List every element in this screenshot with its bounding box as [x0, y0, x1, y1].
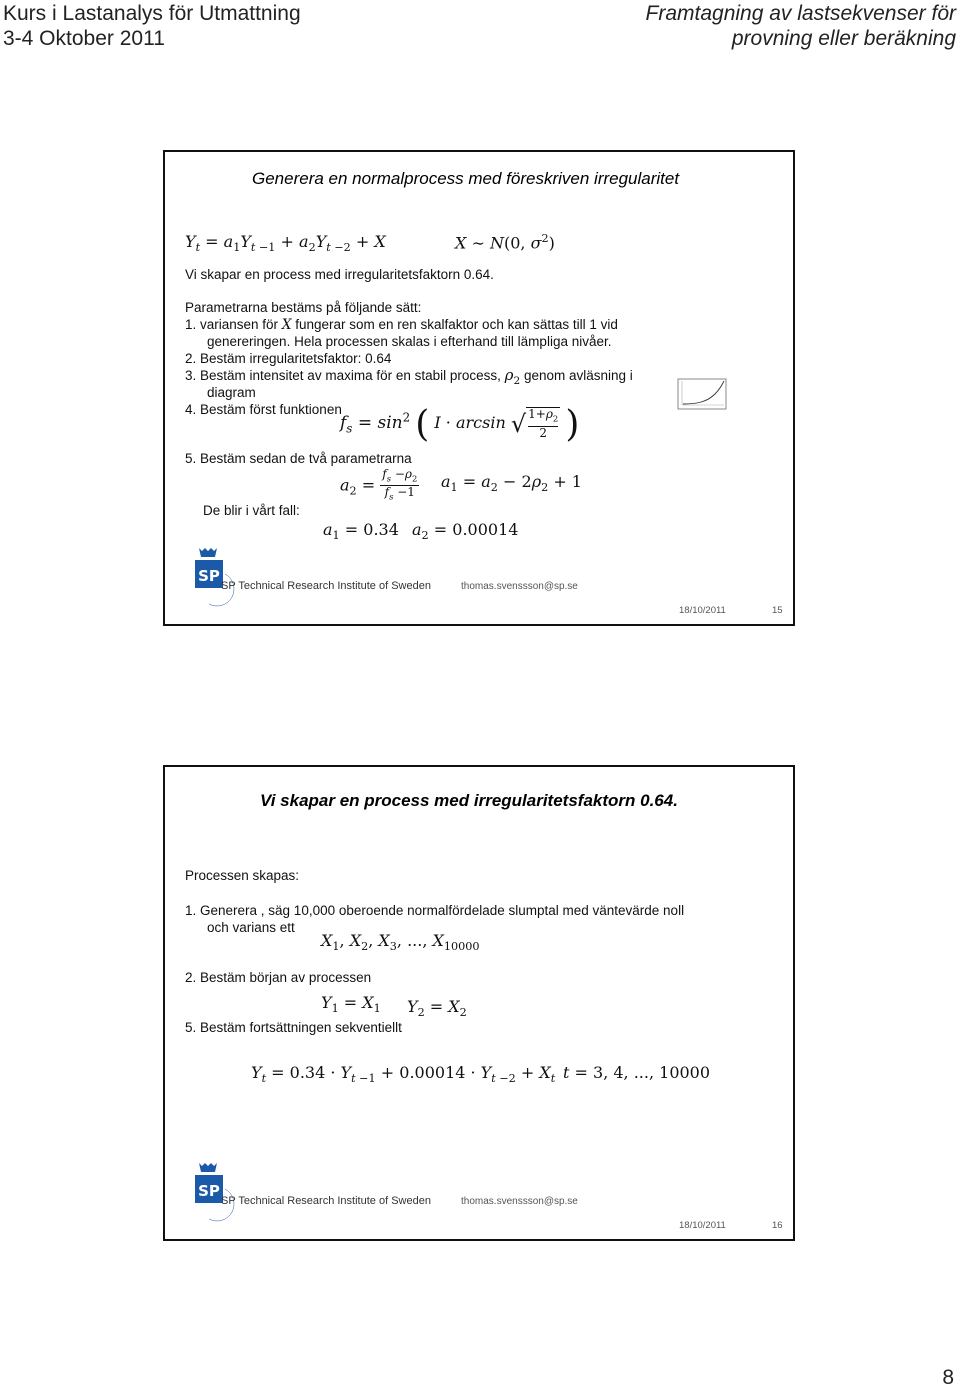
equation-noise-distribution: X ∼ N(0, $\sigma^2$): [455, 232, 555, 253]
variable-x: X: [281, 317, 292, 333]
svg-text:SP: SP: [198, 1182, 220, 1200]
item-1: [185, 316, 618, 334]
equation-yt: $Y_t = 0.34 \cdot Y_{t -1} + 0.00014 \cdot Y_{t -2} + X_t$: [251, 1063, 556, 1086]
equation-a2: $a_2$ = $\frac{f_s -\rho_2}{f_s -1}$: [340, 467, 418, 502]
created-line: Processen skapas:: [185, 868, 300, 883]
topic-title-line1: Framtagning av lastsekvenser för: [645, 2, 956, 25]
page-number: 8: [942, 1366, 954, 1389]
result-a2: $a_2 = 0.00014$: [412, 520, 519, 543]
course-title: Kurs i Lastanalys för Utmattning: [3, 2, 301, 25]
symbol-rho2: $\rho_2$: [504, 366, 521, 387]
item-1-cont: genereringen. Hela processen skalas i efterhand till lämpliga nivåer.: [207, 334, 612, 349]
footer-date: 18/10/2011: [679, 605, 726, 616]
item-3-cont: diagram: [207, 385, 256, 400]
footer-slide-number-2: 16: [772, 1220, 783, 1231]
item-3-start: 3. Bestäm intensitet av maxima för en stabil process,: [185, 368, 501, 383]
item-4: 4. Bestäm först funktionen: [185, 402, 342, 417]
item-2: 2. Bestäm irregularitetsfaktor: 0.64: [185, 351, 392, 366]
s16-item-2: 2. Bestäm början av processen: [185, 970, 372, 985]
params-line: Parametrarna bestäms på följande sätt:: [185, 300, 422, 315]
footer-email: thomas.svenssson@sp.se: [461, 581, 578, 592]
equation-y1: $Y_1 = X_1$: [321, 993, 381, 1016]
topic-title-line2: provning eller beräkning: [731, 27, 956, 50]
result-a1: $a_1 = 0.34$: [323, 520, 399, 543]
item-3-end: genom avläsning i: [523, 368, 633, 383]
equation-y2: $Y_2 = X_2$: [407, 997, 467, 1020]
footer-email-2: thomas.svenssson@sp.se: [461, 1196, 578, 1207]
footer-date-2: 18/10/2011: [679, 1220, 726, 1231]
svg-text:SP: SP: [198, 567, 220, 585]
s16-item-1-cont: och varians ett: [207, 920, 295, 935]
s16-item-5: 5. Bestäm fortsättningen sekventiellt: [185, 1020, 402, 1035]
slide-16: [163, 765, 795, 1241]
equation-a1: $a_1 = a_2 - 2\rho_2 + 1$: [441, 472, 582, 495]
item-1-end: fungerar som en ren skalfaktor och kan sättas till 1 vid: [295, 317, 618, 332]
equation-t-range: t = 3, 4, ..., 10000: [563, 1063, 711, 1082]
slide-15-title: Generera en normalprocess med föreskriven irregularitet: [252, 169, 680, 188]
footer-slide-number: 15: [772, 605, 783, 616]
course-date: 3-4 Oktober 2011: [3, 27, 165, 50]
equation-ar-process: $Y_t = a_1Y_{t -1} + a_2Y_{t -2} + X$: [185, 232, 386, 255]
item-1-start: 1. variansen för: [185, 317, 279, 332]
equation-fs: $f_s = \sin^2$ ( I · arcsin √ $\frac{1+\rho_2}{2}$ ): [340, 404, 580, 445]
slide-15: [163, 150, 795, 626]
intro-line: Vi skapar en process med irregularitetsfaktorn 0.64.: [185, 267, 494, 282]
slide-16-title: Vi skapar en process med irregularitetsfaktorn 0.64.: [260, 791, 678, 810]
footer-org-2: SP Technical Research Institute of Sweden: [221, 1195, 431, 1207]
item-5: 5. Bestäm sedan de två parametrarna: [185, 451, 412, 466]
footer-org: SP Technical Research Institute of Sweden: [221, 580, 431, 592]
s16-item-1: 1. Generera , säg 10,000 oberoende normalfördelade slumptal med väntevärde noll: [185, 903, 685, 918]
thumbnail-diagram: [677, 378, 727, 410]
equation-x-sequence: $X_1$, $X_2$, $X_3$, ..., $X_{10000}$: [321, 931, 480, 954]
result-label: De blir i vårt fall:: [203, 503, 300, 518]
